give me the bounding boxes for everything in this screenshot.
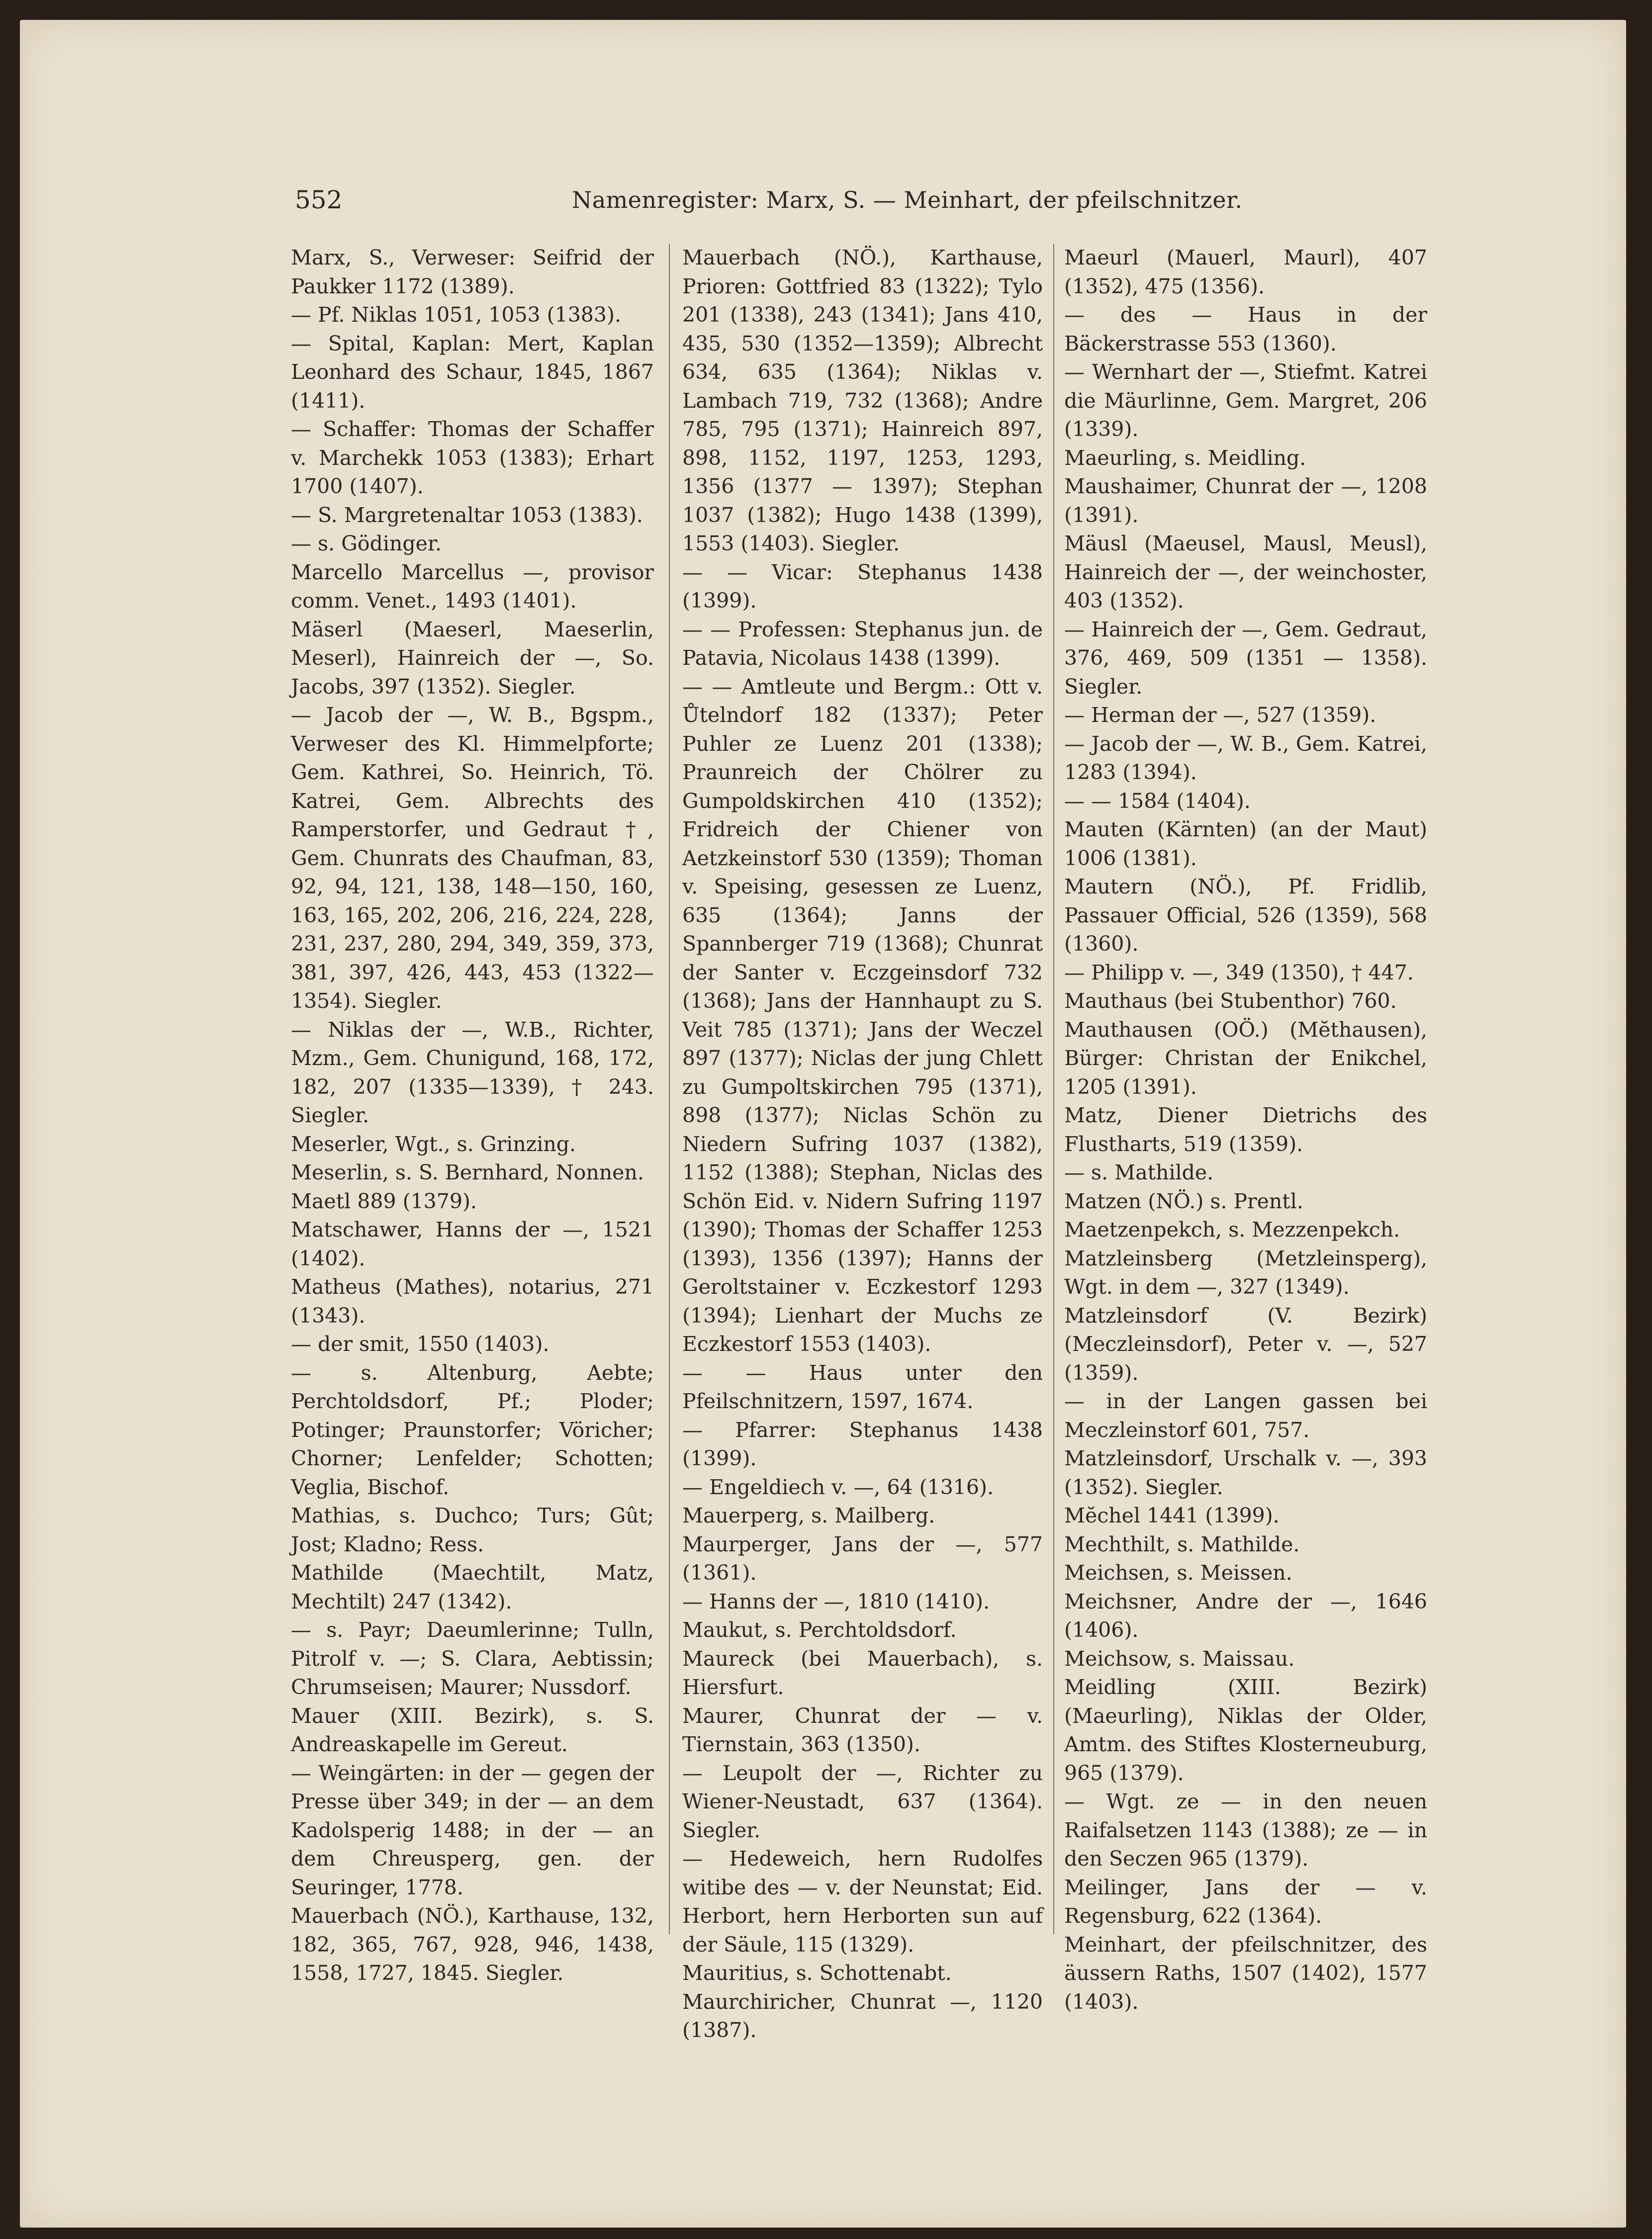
- index-entry: Maukut, s. Perchtoldsdorf.: [682, 1618, 957, 1642]
- index-entry: — Leupolt der —, Richter zu Wiener-Neustadt, 637 (1364). Siegler.: [682, 1761, 1043, 1842]
- index-entry: Marcello Marcellus —, provisor comm. Venet., 1493 (1401).: [291, 560, 654, 613]
- index-entry: Matz, Diener Dietrichs des Flustharts, 519 (1359).: [1064, 1103, 1427, 1156]
- index-entry: Matzleinsdorf, Urschalk v. —, 393 (1352). Siegler.: [1064, 1446, 1427, 1499]
- index-entry: Mĕchel 1441 (1399).: [1064, 1504, 1280, 1527]
- index-column-1: [291, 244, 654, 1988]
- index-entry: — Pf. Niklas 1051, 1053 (1383).: [291, 303, 622, 327]
- index-entry: Matzen (NÖ.) s. Prentl.: [1064, 1189, 1303, 1213]
- index-entry: — Herman der —, 527 (1359).: [1064, 703, 1377, 727]
- index-entry: Mauerbach (NÖ.), Karthause, 132, 182, 365, 767, 928, 946, 1438, 1558, 1727, 1845. Siegler.: [291, 1904, 654, 1985]
- index-entry: — S. Margretenaltar 1053 (1383).: [291, 503, 643, 527]
- index-column-3: [1064, 244, 1427, 2016]
- index-entry: Meichsner, Andre der —, 1646 (1406).: [1064, 1589, 1427, 1642]
- index-entry: — s. Payr; Daeumlerinne; Tulln, Pitrolf v. —; S. Clara, Aebtissin; Chrumseisen; Maurer; Nussdorf.: [291, 1618, 654, 1699]
- index-entry: — Jacob der —, W. B., Bgspm., Verweser des Kl. Himmelpforte; Gem. Kathrei, So. Heinrich, Tö. Katrei, Gem. Albrechts des Ramperstorfer, und Gedraut †, Gem. Chunrats des Chaufman, 83, 92, 94, 121, 138, 148—150, 160, 163, 165, 202, 206, 216, 224, 228, 231, 237, 280, 294, 349, 359, 373, 381, 397, 426, 443, 453 (1322—1354). Siegler.: [291, 703, 654, 1013]
- index-entry: Meidling (XIII. Bezirk) (Maeurling), Niklas der Older, Amtm. des Stiftes Klosterneuburg, 965 (1379).: [1064, 1675, 1427, 1785]
- index-entry: — — 1584 (1404).: [1064, 789, 1251, 813]
- index-entry: — — Professen: Stephanus jun. de Patavia, Nicolaus 1438 (1399).: [682, 617, 1043, 670]
- index-entry: — Niklas der —, W.B., Richter, Mzm., Gem. Chunigund, 168, 172, 182, 207 (1335—1339), † 243. Siegler.: [291, 1017, 654, 1127]
- index-entry: — Schaffer: Thomas der Schaffer v. Marchekk 1053 (1383); Erhart 1700 (1407).: [291, 417, 654, 498]
- index-entry: — Wernhart der —, Stiefmt. Katrei die Mäurlinne, Gem. Margret, 206 (1339).: [1064, 360, 1427, 441]
- index-entry: — s. Gödinger.: [291, 532, 442, 555]
- index-entry: Mauerbach (NÖ.), Karthause, Prioren: Gottfried 83 (1322); Tylo 201 (1338), 243 (1341); Jans 410, 435, 530 (1352—1359); Albrecht 634, 635 (1364); Niklas v. Lambach 719, 732 (1368); Andre 785, 795 (1371); Hainreich 897, 898, 1152, 1197, 1253, 1293, 1356 (1377 — 1397); Stephan 1037 (1382); Hugo 1438 (1399), 1553 (1403). Siegler.: [682, 246, 1043, 555]
- index-entry: — Spital, Kaplan: Mert, Kaplan Leonhard des Schaur, 1845, 1867 (1411).: [291, 331, 654, 413]
- index-entry: Maurperger, Jans der —, 577 (1361).: [682, 1532, 1043, 1585]
- index-entry: Maushaimer, Chunrat der —, 1208 (1391).: [1064, 474, 1427, 527]
- index-entry: Mathias, s. Duchco; Turs; Gût; Jost; Kladno; Ress.: [291, 1504, 654, 1556]
- index-entry: Marx, S., Verweser: Seifrid der Paukker 1172 (1389).: [291, 246, 654, 298]
- index-entry: Maeurl (Mauerl, Maurl), 407 (1352), 475 (1356).: [1064, 246, 1427, 298]
- index-entry: Maeurling, s. Meidling.: [1064, 446, 1306, 470]
- index-entry: — — Vicar: Stephanus 1438 (1399).: [682, 560, 1043, 613]
- index-entry: — s. Mathilde.: [1064, 1161, 1214, 1184]
- column-divider: [669, 244, 670, 1934]
- index-entry: Mechthilt, s. Mathilde.: [1064, 1532, 1300, 1556]
- index-entry: Mauritius, s. Schottenabt.: [682, 1961, 952, 1985]
- index-entry: — Hanns der —, 1810 (1410).: [682, 1589, 990, 1613]
- column-divider: [1053, 244, 1054, 1934]
- index-entry: Matzleinsberg (Metzleinsperg), Wgt. in dem —, 327 (1349).: [1064, 1246, 1427, 1299]
- page-header: [0, 185, 1652, 215]
- index-entry: Matschawer, Hanns der —, 1521 (1402).: [291, 1218, 654, 1270]
- index-entry: Mauten (Kärnten) (an der Maut) 1006 (1381).: [1064, 817, 1427, 870]
- index-entry: Meinhart, der pfeilschnitzer, des äussern Raths, 1507 (1402), 1577 (1403).: [1064, 1932, 1427, 2014]
- index-entry: — — Amtleute und Bergm.: Ott v. Ůtelndorf 182 (1337); Peter Puhler ze Luenz 201 (1338); Praunreich der Chölrer zu Gumpoldskirchen 410 (1352); Fridreich der Chiener von Aetzkeinstorf 530 (1359); Thoman v. Speising, gesessen ze Luenz, 635 (1364); Janns der Spannberger 719 (1368); Chunrat der Santer v. Eczgeinsdorf 732 (1368); Jans der Hannhaupt zu S. Veit 785 (1371); Jans der Weczel 897 (1377); Niclas der jung Chlett zu Gumpoltskirchen 795 (1371), 898 (1377); Niclas Schön zu Niedern Sufring 1037 (1382), 1152 (1388); Stephan, Niclas des Schön Eid. v. Nidern Sufring 1197 (1390); Thomas der Schaffer 1253 (1393), 1356 (1397); Hanns der Geroltstainer v. Eczkestorf 1293 (1394); Lienhart der Muchs ze Eczkestorf 1553 (1403).: [682, 674, 1043, 1356]
- index-entry: — Weingärten: in der — gegen der Presse über 349; in der — an dem Kadolsperig 1488; in der — an dem Chreusperg, gen. der Seuringer, 1778.: [291, 1761, 654, 1899]
- index-entry: Mauer (XIII. Bezirk), s. S. Andreaskapelle im Gereut.: [291, 1703, 654, 1756]
- index-entry: Maureck (bei Mauerbach), s. Hiersfurt.: [682, 1646, 1043, 1699]
- index-entry: — Engeldiech v. —, 64 (1316).: [682, 1475, 994, 1499]
- index-column-2: [682, 244, 1043, 2045]
- index-entry: — Jacob der —, W. B., Gem. Katrei, 1283 (1394).: [1064, 731, 1427, 784]
- index-entry: — Hainreich der —, Gem. Gedraut, 376, 469, 509 (1351 — 1358). Siegler.: [1064, 617, 1427, 699]
- page-number: 552: [295, 185, 343, 214]
- index-entry: Maurchiricher, Chunrat —, 1120 (1387).: [682, 1989, 1043, 2042]
- index-entry: Mäusl (Maeusel, Mausl, Meusl), Hainreich der —, der weinchoster, 403 (1352).: [1064, 532, 1427, 613]
- index-entry: Matzleinsdorf (V. Bezirk) (Meczleinsdorf), Peter v. —, 527 (1359).: [1064, 1303, 1427, 1385]
- index-entry: Maurer, Chunrat der — v. Tiernstain, 363 (1350).: [682, 1703, 1043, 1756]
- index-entry: Meserlin, s. S. Bernhard, Nonnen.: [291, 1161, 644, 1184]
- index-entry: Mauerperg, s. Mailberg.: [682, 1504, 935, 1527]
- index-entry: Meichsow, s. Maissau.: [1064, 1646, 1295, 1671]
- index-entry: Mäserl (Maeserl, Maeserlin, Meserl), Hainreich der —, So. Jacobs, 397 (1352). Siegler.: [291, 617, 654, 699]
- index-entry: — — Haus unter den Pfeilschnitzern, 1597, 1674.: [682, 1360, 1043, 1413]
- index-entry: Mautern (NÖ.), Pf. Fridlib, Passauer Official, 526 (1359), 568 (1360).: [1064, 875, 1427, 956]
- index-entry: — Hedeweich, hern Rudolfes witibe des — v. der Neunstat; Eid. Herbort, hern Herborten sun auf der Säule, 115 (1329).: [682, 1847, 1043, 1957]
- index-entry: — Wgt. ze — in den neuen Raifalsetzen 1143 (1388); ze — in den Seczen 965 (1379).: [1064, 1790, 1427, 1871]
- index-entry: — des — Haus in der Bäckerstrasse 553 (1360).: [1064, 303, 1427, 356]
- index-entry: Matheus (Mathes), notarius, 271 (1343).: [291, 1275, 654, 1328]
- index-entry: Meserler, Wgt., s. Grinzing.: [291, 1132, 576, 1156]
- index-entry: Maetzenpekch, s. Mezzenpekch.: [1064, 1218, 1400, 1242]
- index-entry: Meichsen, s. Meissen.: [1064, 1561, 1292, 1585]
- index-entry: — in der Langen gassen bei Meczleinstorf 601, 757.: [1064, 1389, 1427, 1442]
- index-entry: Mauthaus (bei Stubenthor) 760.: [1064, 989, 1397, 1013]
- index-entry: Mathilde (Maechtilt, Matz, Mechtilt) 247 (1342).: [291, 1561, 654, 1613]
- index-entry: — Philipp v. —, 349 (1350), † 447.: [1064, 960, 1414, 985]
- index-entry: Maetl 889 (1379).: [291, 1189, 477, 1213]
- index-entry: Mauthausen (OÖ.) (Mĕthausen), Bürger: Christan der Enikchel, 1205 (1391).: [1064, 1017, 1427, 1099]
- index-entry: — Pfarrer: Stephanus 1438 (1399).: [682, 1418, 1043, 1470]
- index-entry: — s. Altenburg, Aebte; Perchtoldsdorf, Pf.; Ploder; Potinger; Praunstorfer; Vöricher; Chorner; Lenfelder; Schotten; Veglia, Bischof.: [291, 1360, 654, 1499]
- index-entry: — der smit, 1550 (1403).: [291, 1332, 550, 1356]
- running-head: Namenregister: Marx, S. — Meinhart, der pfeilschnitzer.: [572, 186, 1243, 213]
- index-entry: Meilinger, Jans der — v. Regensburg, 622 (1364).: [1064, 1875, 1427, 1928]
